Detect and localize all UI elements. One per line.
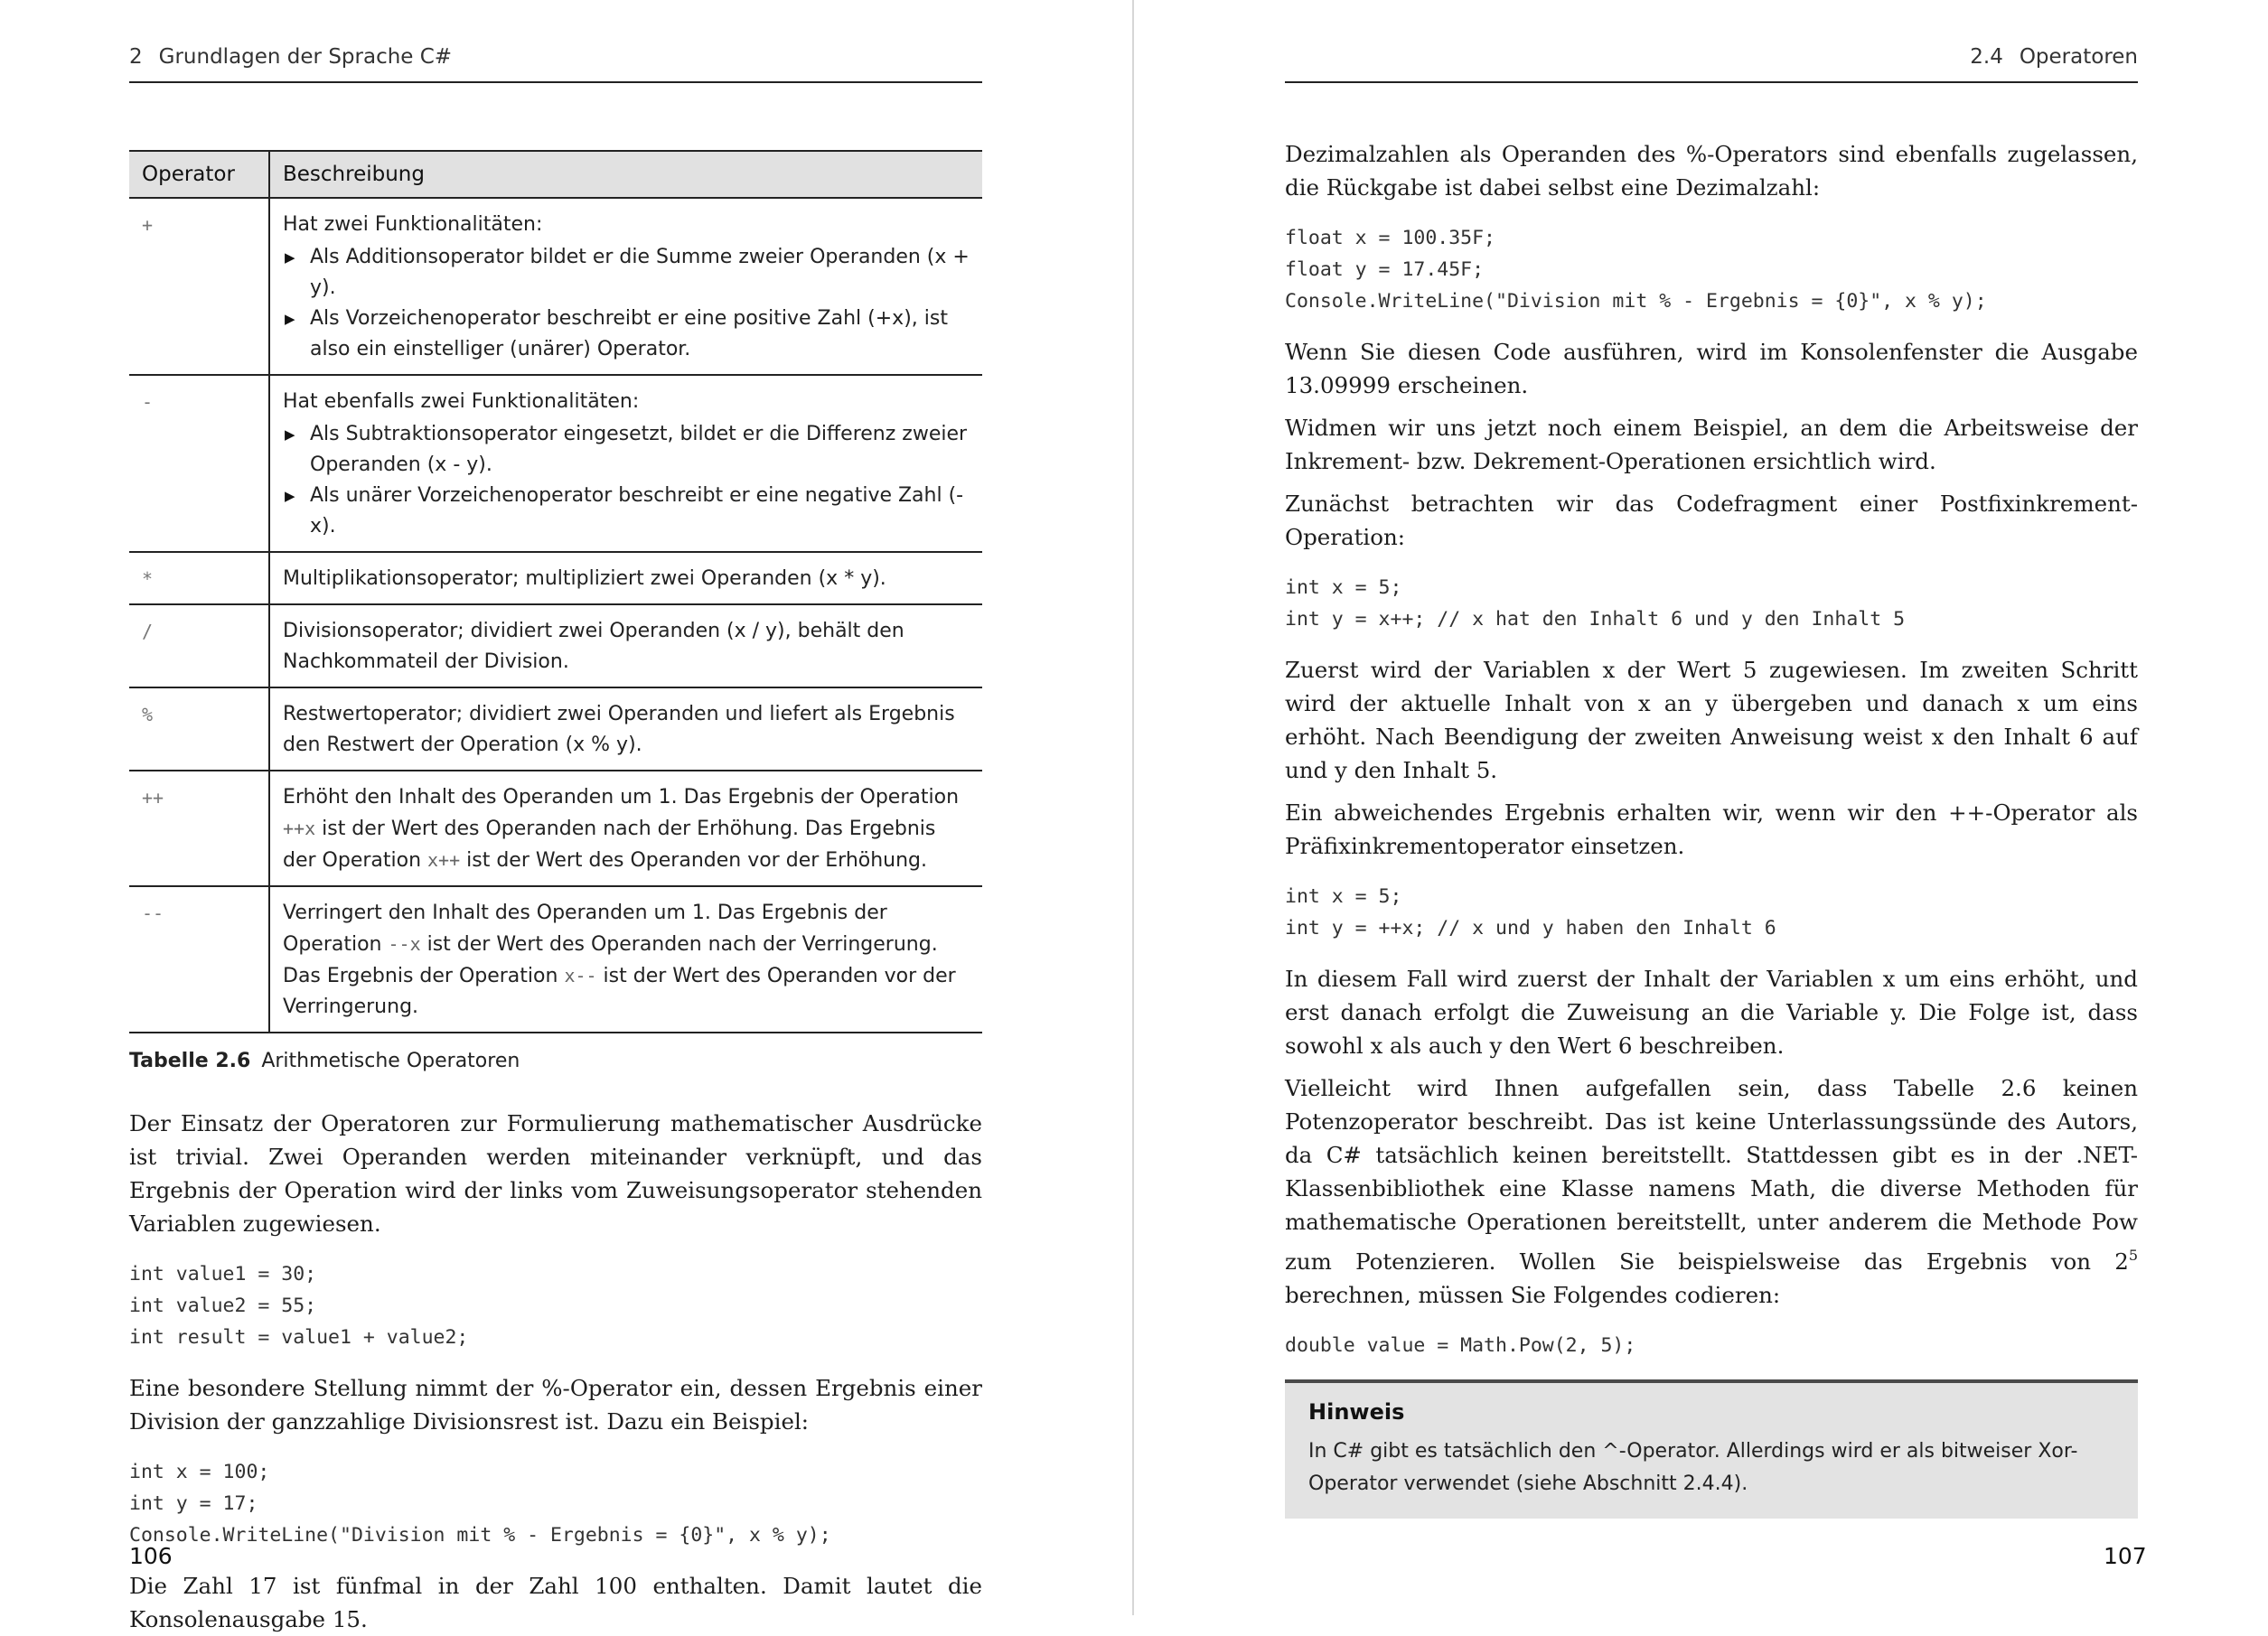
desc-text: ist der Wert des Operanden nach der Verringerung. Das Ergebnis der Operation	[283, 933, 938, 987]
list-item	[283, 304, 970, 365]
paragraph: Ein abweichendes Ergebnis erhalten wir, wenn wir den ++-Operator als Präfixinkrementoperator einsetzen.	[1285, 799, 2138, 859]
table-row	[129, 375, 982, 552]
code-line: Console.WriteLine("Division mit % - Ergebnis = {0}", x % y);	[1285, 290, 1987, 313]
code-line: float y = 17.45F;	[1285, 258, 1485, 281]
code-line: int value1 = 30;	[129, 1263, 317, 1285]
paragraph-text: Vielleicht wird Ihnen aufgefallen sein, dass Tabelle 2.6 keinen Potenzoperator beschreibt. Das ist keine Unterlassungssünde des Autors, da C# tatsächlich keinen bereitstellt. Stattdessen gibt es in der .NET-Klassenbibliothek eine Klasse namens Math, die diverse Methoden für mathematische Operationen bereitstellt, unter anderem die Methode Pow zum Potenzieren. Wollen Sie beispielsweise das Ergebnis von 2	[1285, 1075, 2138, 1275]
operator-cell: -	[129, 375, 269, 552]
paragraph: Zuerst wird der Variablen x der Wert 5 zugewiesen. Im zweiten Schritt wird der aktuelle Inhalt von x an y übergeben und danach x um eins erhöht. Nach Beendigung der zweiten Anweisung weist x den Inhalt 6 auf und y den Inhalt 5.	[1285, 657, 2138, 783]
list-item	[283, 419, 970, 481]
bullet-text: Als Additionsoperator bildet er die Summe zweier Operanden (x + y).	[310, 246, 970, 299]
paragraph: In diesem Fall wird zuerst der Inhalt der Variablen x um eins erhöht, und erst danach erfolgt die Zuweisung an die Variable y. Die Folge ist, dass sowohl x als auch y den Wert 6 beschreiben.	[1285, 966, 2138, 1059]
code-line: int y = x++; // x hat den Inhalt 6 und y den Inhalt 5	[1285, 608, 1906, 631]
chapter-number: 2	[129, 45, 143, 69]
desc-text: ist der Wert des Operanden vor der Verringerung.	[283, 965, 956, 1018]
book-gutter	[1132, 0, 1134, 1615]
hint-title: Hinweis	[1308, 1399, 1405, 1425]
code-line: int y = ++x; // x und y haben den Inhalt 6	[1285, 917, 1776, 940]
paragraph: Zunächst betrachten wir das Codefragment einer Postfixinkrement-Operation:	[1285, 491, 2138, 550]
inline-code: x++	[427, 849, 461, 871]
bullet-icon: ▶	[285, 426, 295, 443]
left-page	[0, 0, 1133, 1632]
desc-text: ist der Wert des Operanden vor der Erhöhung.	[460, 849, 928, 872]
code-block	[1285, 1330, 2138, 1361]
code-line: int result = value1 + value2;	[129, 1326, 469, 1349]
description-cell	[269, 375, 982, 552]
running-head	[1285, 45, 2138, 83]
bullet-list	[283, 242, 970, 365]
paragraph: Widmen wir uns jetzt noch einem Beispiel, an dem die Arbeitsweise der Inkrement- bzw. Dekrement-Operationen ersichtlich wird.	[1285, 415, 2138, 474]
code-block	[129, 1456, 982, 1551]
paragraph: Wenn Sie diesen Code ausführen, wird im Konsolenfenster die Ausgabe 13.09999 erscheinen.	[1285, 339, 2138, 398]
hint-text: In C# gibt es tatsächlich den ^-Operator. Allerdings wird er als bitweiser Xor-Operator verwendet (siehe Abschnitt 2.4.4).	[1308, 1440, 2078, 1495]
paragraph-text: berechnen, müssen Sie Folgendes codieren:	[1285, 1282, 1781, 1308]
table-row	[129, 198, 982, 375]
right-page	[1135, 0, 2268, 1615]
bullet-text: Als unärer Vorzeichenoperator beschreibt er eine negative Zahl (-x).	[310, 484, 964, 538]
description-cell: Restwertoperator; dividiert zwei Operanden und liefert als Ergebnis den Restwert der Operation (x % y).	[269, 687, 982, 771]
hint-box	[1285, 1379, 2138, 1519]
inline-code: --x	[388, 933, 421, 955]
description-cell: Divisionsoperator; dividiert zwei Operanden (x / y), behält den Nachkommateil der Division.	[269, 604, 982, 687]
table-row	[129, 886, 982, 1033]
code-line: float x = 100.35F;	[1285, 227, 1495, 249]
operator-cell: +	[129, 198, 269, 375]
description-cell: Multiplikationsoperator; multipliziert zwei Operanden (x * y).	[269, 552, 982, 604]
page-number: 106	[129, 1543, 173, 1569]
code-block	[1285, 222, 2138, 317]
table-row	[129, 687, 982, 771]
inline-code: x--	[564, 965, 597, 986]
caption-number: Tabelle 2.6	[129, 1050, 251, 1072]
desc-text: ist der Wert des Operanden nach der Erhöhung. Das Ergebnis der Operation	[283, 818, 936, 872]
chapter-title: Grundlagen der Sprache C#	[158, 45, 453, 69]
header-description: Beschreibung	[269, 151, 982, 198]
paragraph: Eine besondere Stellung nimmt der %-Operator ein, dessen Ergebnis einer Division der ganzzahlige Divisionsrest ist. Dazu ein Beispiel:	[129, 1375, 982, 1435]
code-line: int y = 17;	[129, 1492, 258, 1515]
code-line: int x = 100;	[129, 1461, 270, 1483]
paragraph: Die Zahl 17 ist fünfmal in der Zahl 100 enthalten. Damit lautet die Konsolenausgabe 15.	[129, 1573, 982, 1632]
page-number: 107	[2104, 1543, 2147, 1569]
section-title: Operatoren	[2019, 45, 2138, 69]
running-head	[129, 45, 982, 83]
header-operator: Operator	[129, 151, 269, 198]
row-intro: Hat zwei Funktionalitäten:	[283, 213, 543, 236]
table-header-row	[129, 151, 982, 198]
bullet-text: Als Subtraktionsoperator eingesetzt, bildet er die Differenz zweier Operanden (x - y).	[310, 423, 968, 476]
row-intro: Hat ebenfalls zwei Funktionalitäten:	[283, 390, 640, 413]
exponent: 5	[2128, 1247, 2138, 1264]
code-line: int x = 5;	[1285, 885, 1402, 908]
paragraph: Dezimalzahlen als Operanden des %-Operators sind ebenfalls zugelassen, die Rückgabe ist dabei selbst eine Dezimalzahl:	[1285, 141, 2138, 201]
desc-text: Verringert den Inhalt des Operanden um 1. Das Ergebnis der Operation	[283, 902, 887, 956]
bullet-text: Als Vorzeichenoperator beschreibt er eine positive Zahl (+x), ist also ein einstelliger (unärer) Operator.	[310, 307, 948, 360]
operator-cell: *	[129, 552, 269, 604]
left-content	[129, 150, 982, 1636]
operators-table	[129, 150, 982, 1033]
code-block	[1285, 572, 2138, 635]
table-caption	[129, 1050, 982, 1072]
caption-title: Arithmetische Operatoren	[261, 1050, 520, 1072]
description-cell	[269, 198, 982, 375]
bullet-icon: ▶	[285, 488, 295, 504]
code-block	[1285, 881, 2138, 944]
code-line: Console.WriteLine("Division mit % - Ergebnis = {0}", x % y);	[129, 1524, 831, 1547]
code-line: int x = 5;	[1285, 576, 1402, 599]
code-block	[129, 1258, 982, 1353]
paragraph	[1285, 1071, 2138, 1312]
description-cell	[269, 886, 982, 1033]
bullet-list	[283, 419, 970, 542]
code-line: int value2 = 55;	[129, 1295, 317, 1317]
table-row	[129, 604, 982, 687]
list-item	[283, 481, 970, 542]
description-cell	[269, 771, 982, 886]
table-row	[129, 771, 982, 886]
bullet-icon: ▶	[285, 311, 295, 327]
paragraph: Der Einsatz der Operatoren zur Formulierung mathematischer Ausdrücke ist trivial. Zwei Operanden werden miteinander verknüpft, und das Ergebnis der Operation wird der links vom Zuweisungsoperator stehenden Variablen zugewiesen.	[129, 1110, 982, 1237]
operator-cell: --	[129, 886, 269, 1033]
section-number: 2.4	[1970, 45, 2003, 69]
desc-text: Erhöht den Inhalt des Operanden um 1. Das Ergebnis der Operation	[283, 786, 960, 809]
right-content	[1285, 137, 2138, 1519]
list-item	[283, 242, 970, 304]
table-row	[129, 552, 982, 604]
code-line: double value = Math.Pow(2, 5);	[1285, 1334, 1636, 1357]
operator-cell: ++	[129, 771, 269, 886]
inline-code: ++x	[283, 818, 316, 839]
operator-cell: /	[129, 604, 269, 687]
operator-cell: %	[129, 687, 269, 771]
bullet-icon: ▶	[285, 249, 295, 266]
